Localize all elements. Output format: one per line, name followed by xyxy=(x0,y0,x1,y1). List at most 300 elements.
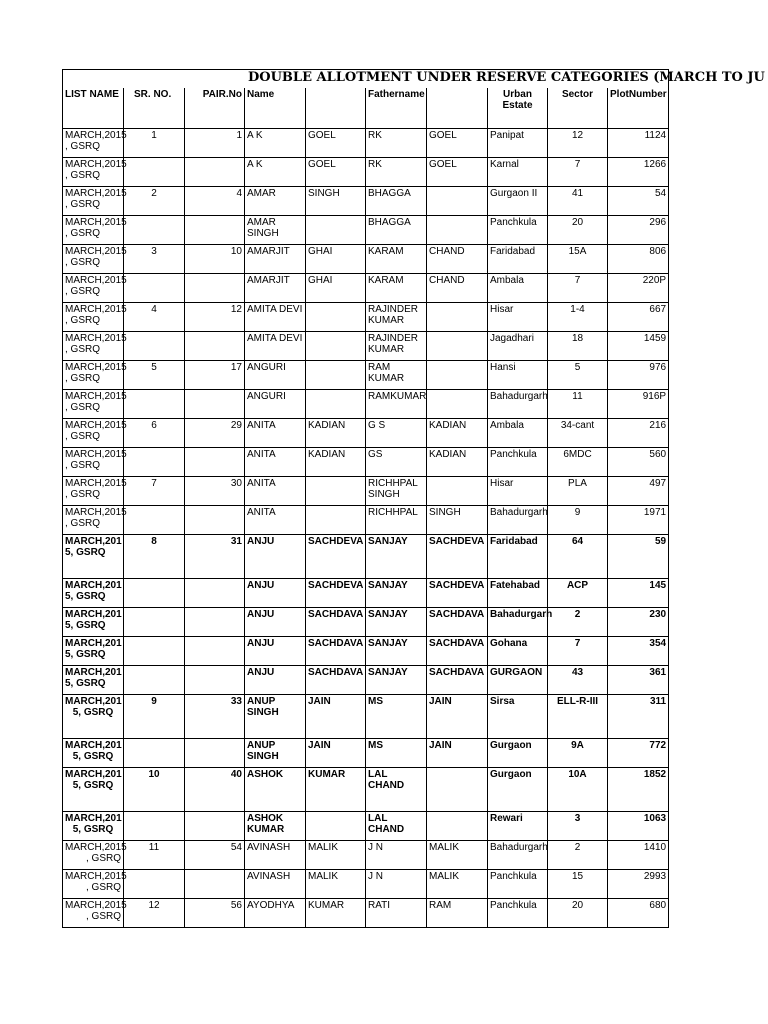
cell-surname: KADIAN xyxy=(306,448,366,477)
cell-name: ANGURI xyxy=(245,361,306,390)
table-row xyxy=(63,448,669,477)
cell-sector: 41 xyxy=(548,187,608,216)
cell-fathername: LAL CHAND xyxy=(366,768,427,812)
cell-surname: GOEL xyxy=(306,158,366,187)
cell-fathername: RAM KUMAR xyxy=(366,361,427,390)
table-row xyxy=(63,579,669,608)
cell-plot-number: 1063 xyxy=(608,812,669,841)
cell-list-name: MARCH,201 5, GSRQ xyxy=(63,812,124,841)
cell-urban-estate: Hisar xyxy=(488,477,548,506)
cell-sector: 34-cant xyxy=(548,419,608,448)
cell-sector: 11 xyxy=(548,390,608,419)
cell-surname: KUMAR xyxy=(306,768,366,812)
cell-sr-no xyxy=(124,579,185,608)
cell-surname: GHAI xyxy=(306,274,366,303)
cell-sector: ACP xyxy=(548,579,608,608)
table-row xyxy=(63,158,669,187)
cell-name: ANJU xyxy=(245,608,306,637)
cell-sr-no xyxy=(124,332,185,361)
cell-pair-no xyxy=(185,608,245,637)
cell-list-name: MARCH,2015 , GSRQ xyxy=(63,841,124,870)
cell-name: AVINASH xyxy=(245,870,306,899)
cell-father-surname xyxy=(427,390,488,419)
cell-plot-number: 354 xyxy=(608,637,669,666)
cell-pair-no: 10 xyxy=(185,245,245,274)
cell-fathername: SANJAY xyxy=(366,637,427,666)
cell-urban-estate: Rewari xyxy=(488,812,548,841)
cell-list-name: MARCH,201 5, GSRQ xyxy=(63,579,124,608)
table-row xyxy=(63,695,669,739)
cell-sector: 12 xyxy=(548,129,608,158)
cell-surname xyxy=(306,477,366,506)
cell-sr-no xyxy=(124,158,185,187)
cell-fathername: BHAGGA xyxy=(366,187,427,216)
header-name: Name xyxy=(245,88,306,129)
cell-list-name: MARCH,2015 , GSRQ xyxy=(63,477,124,506)
cell-surname: SACHDEVA xyxy=(306,579,366,608)
cell-sector: 7 xyxy=(548,274,608,303)
header-row xyxy=(63,88,669,129)
cell-name: ANUP SINGH xyxy=(245,695,306,739)
cell-father-surname xyxy=(427,187,488,216)
cell-father-surname: JAIN xyxy=(427,739,488,768)
cell-surname: GHAI xyxy=(306,245,366,274)
cell-surname: GOEL xyxy=(306,129,366,158)
cell-surname: SACHDAVA xyxy=(306,637,366,666)
cell-urban-estate: Panchkula xyxy=(488,448,548,477)
table-row xyxy=(63,216,669,245)
cell-urban-estate: Panchkula xyxy=(488,216,548,245)
cell-surname: JAIN xyxy=(306,739,366,768)
cell-urban-estate: Bahadurgarh xyxy=(488,841,548,870)
cell-surname xyxy=(306,506,366,535)
cell-surname xyxy=(306,812,366,841)
cell-list-name: MARCH,2015 , GSRQ xyxy=(63,303,124,332)
cell-fathername: RAMKUMAR xyxy=(366,390,427,419)
cell-sector: 15A xyxy=(548,245,608,274)
cell-sr-no xyxy=(124,506,185,535)
cell-sector: 2 xyxy=(548,841,608,870)
cell-plot-number: 216 xyxy=(608,419,669,448)
cell-sector: 10A xyxy=(548,768,608,812)
cell-list-name: MARCH,2015 , GSRQ xyxy=(63,332,124,361)
cell-sector: 15 xyxy=(548,870,608,899)
cell-surname: MALIK xyxy=(306,841,366,870)
cell-list-name: MARCH,201 5, GSRQ xyxy=(63,637,124,666)
table-row xyxy=(63,739,669,768)
header-fathername-blank xyxy=(427,88,488,129)
cell-sr-no xyxy=(124,448,185,477)
cell-sector: 9 xyxy=(548,506,608,535)
cell-name: ANITA xyxy=(245,506,306,535)
cell-fathername: RICHHPAL xyxy=(366,506,427,535)
cell-urban-estate: Faridabad xyxy=(488,535,548,579)
cell-pair-no: 56 xyxy=(185,899,245,928)
cell-list-name: MARCH,2015 , GSRQ xyxy=(63,187,124,216)
cell-plot-number: 560 xyxy=(608,448,669,477)
cell-pair-no xyxy=(185,579,245,608)
cell-urban-estate: Hansi xyxy=(488,361,548,390)
cell-list-name: MARCH,201 5, GSRQ xyxy=(63,739,124,768)
cell-pair-no: 54 xyxy=(185,841,245,870)
cell-sector: PLA xyxy=(548,477,608,506)
cell-pair-no xyxy=(185,332,245,361)
cell-urban-estate: Panipat xyxy=(488,129,548,158)
cell-sr-no: 10 xyxy=(124,768,185,812)
cell-pair-no: 1 xyxy=(185,129,245,158)
cell-surname: SACHDEVA xyxy=(306,535,366,579)
title-row xyxy=(63,70,669,89)
cell-plot-number: 361 xyxy=(608,666,669,695)
cell-plot-number: 1852 xyxy=(608,768,669,812)
cell-name: ANITA xyxy=(245,419,306,448)
header-name-blank xyxy=(306,88,366,129)
cell-sector: 3 xyxy=(548,812,608,841)
cell-sr-no: 2 xyxy=(124,187,185,216)
table-row xyxy=(63,361,669,390)
cell-plot-number: 667 xyxy=(608,303,669,332)
cell-list-name: MARCH,2015 , GSRQ xyxy=(63,899,124,928)
table-row xyxy=(63,390,669,419)
cell-urban-estate: Bahadurgarh xyxy=(488,506,548,535)
table-row xyxy=(63,608,669,637)
header-sr-no: SR. NO. xyxy=(124,88,185,129)
cell-list-name: MARCH,2015 , GSRQ xyxy=(63,390,124,419)
cell-sr-no: 9 xyxy=(124,695,185,739)
cell-pair-no xyxy=(185,812,245,841)
cell-sector: 7 xyxy=(548,637,608,666)
cell-fathername: SANJAY xyxy=(366,579,427,608)
cell-sr-no: 1 xyxy=(124,129,185,158)
table-row xyxy=(63,812,669,841)
cell-name: A K xyxy=(245,158,306,187)
cell-name: AMITA DEVI xyxy=(245,332,306,361)
cell-sector: 6MDC xyxy=(548,448,608,477)
cell-fathername: RAJINDER KUMAR xyxy=(366,303,427,332)
cell-urban-estate: Ambala xyxy=(488,274,548,303)
cell-name: AMAR xyxy=(245,187,306,216)
cell-fathername: GS xyxy=(366,448,427,477)
cell-pair-no xyxy=(185,158,245,187)
cell-name: AMAR SINGH xyxy=(245,216,306,245)
cell-list-name: MARCH,201 5, GSRQ xyxy=(63,768,124,812)
header-plot-number: PlotNumber xyxy=(608,88,669,129)
cell-sr-no xyxy=(124,739,185,768)
cell-pair-no xyxy=(185,216,245,245)
cell-fathername: RICHHPAL SINGH xyxy=(366,477,427,506)
cell-plot-number: 230 xyxy=(608,608,669,637)
cell-fathername: SANJAY xyxy=(366,535,427,579)
cell-urban-estate: Fatehabad xyxy=(488,579,548,608)
cell-surname xyxy=(306,361,366,390)
cell-surname: SACHDAVA xyxy=(306,666,366,695)
cell-sr-no xyxy=(124,608,185,637)
cell-sector: 43 xyxy=(548,666,608,695)
cell-name: AYODHYA xyxy=(245,899,306,928)
cell-surname: SINGH xyxy=(306,187,366,216)
cell-fathername: RK xyxy=(366,158,427,187)
cell-fathername: KARAM xyxy=(366,245,427,274)
cell-name: ANUP SINGH xyxy=(245,739,306,768)
cell-plot-number: 2993 xyxy=(608,870,669,899)
table-row xyxy=(63,506,669,535)
cell-father-surname: CHAND xyxy=(427,245,488,274)
cell-plot-number: 54 xyxy=(608,187,669,216)
table-row xyxy=(63,129,669,158)
cell-sr-no: 8 xyxy=(124,535,185,579)
cell-urban-estate: Gohana xyxy=(488,637,548,666)
cell-name: ANJU xyxy=(245,666,306,695)
cell-name: ASHOK KUMAR xyxy=(245,812,306,841)
cell-father-surname: CHAND xyxy=(427,274,488,303)
cell-urban-estate: Panchkula xyxy=(488,870,548,899)
table-row xyxy=(63,303,669,332)
table-row xyxy=(63,245,669,274)
table-row xyxy=(63,419,669,448)
cell-plot-number: 311 xyxy=(608,695,669,739)
cell-sector: 64 xyxy=(548,535,608,579)
table-row xyxy=(63,274,669,303)
cell-father-surname: JAIN xyxy=(427,695,488,739)
cell-fathername: MS xyxy=(366,739,427,768)
cell-urban-estate: Gurgaon xyxy=(488,768,548,812)
cell-list-name: MARCH,2015 , GSRQ xyxy=(63,506,124,535)
cell-pair-no: 33 xyxy=(185,695,245,739)
cell-surname xyxy=(306,390,366,419)
cell-urban-estate: Gurgaon II xyxy=(488,187,548,216)
cell-fathername: KARAM xyxy=(366,274,427,303)
cell-urban-estate: Gurgaon xyxy=(488,739,548,768)
cell-urban-estate: Sirsa xyxy=(488,695,548,739)
cell-surname: KUMAR xyxy=(306,899,366,928)
cell-list-name: MARCH,2015 , GSRQ xyxy=(63,158,124,187)
cell-list-name: MARCH,2015 , GSRQ xyxy=(63,274,124,303)
cell-fathername: SANJAY xyxy=(366,666,427,695)
cell-plot-number: 916P xyxy=(608,390,669,419)
cell-name: AMARJIT xyxy=(245,245,306,274)
cell-surname: KADIAN xyxy=(306,419,366,448)
cell-urban-estate: Karnal xyxy=(488,158,548,187)
allotment-sheet xyxy=(62,69,765,928)
cell-father-surname: SACHDEVA xyxy=(427,535,488,579)
cell-father-surname: SACHDEVA xyxy=(427,579,488,608)
cell-surname xyxy=(306,332,366,361)
cell-surname xyxy=(306,303,366,332)
header-sector: Sector xyxy=(548,88,608,129)
cell-list-name: MARCH,201 5, GSRQ xyxy=(63,535,124,579)
cell-father-surname xyxy=(427,332,488,361)
cell-pair-no: 40 xyxy=(185,768,245,812)
cell-sector: 7 xyxy=(548,158,608,187)
table-row xyxy=(63,666,669,695)
header-fathername: Fathername xyxy=(366,88,427,129)
cell-fathername: G S xyxy=(366,419,427,448)
cell-fathername: LAL CHAND xyxy=(366,812,427,841)
cell-fathername: RAJINDER KUMAR xyxy=(366,332,427,361)
table-row xyxy=(63,535,669,579)
cell-plot-number: 1410 xyxy=(608,841,669,870)
cell-father-surname xyxy=(427,361,488,390)
cell-plot-number: 145 xyxy=(608,579,669,608)
table-row xyxy=(63,187,669,216)
cell-fathername: MS xyxy=(366,695,427,739)
cell-pair-no: 29 xyxy=(185,419,245,448)
cell-sector: 5 xyxy=(548,361,608,390)
cell-father-surname: MALIK xyxy=(427,870,488,899)
table-row xyxy=(63,841,669,870)
cell-plot-number: 772 xyxy=(608,739,669,768)
cell-pair-no: 30 xyxy=(185,477,245,506)
cell-urban-estate: Hisar xyxy=(488,303,548,332)
cell-list-name: MARCH,201 5, GSRQ xyxy=(63,695,124,739)
cell-pair-no: 4 xyxy=(185,187,245,216)
cell-list-name: MARCH,201 5, GSRQ xyxy=(63,666,124,695)
cell-name: A K xyxy=(245,129,306,158)
cell-father-surname: KADIAN xyxy=(427,419,488,448)
header-urban-estate: Urban Estate xyxy=(488,88,548,129)
cell-plot-number: 680 xyxy=(608,899,669,928)
cell-plot-number: 59 xyxy=(608,535,669,579)
cell-urban-estate: Bahadurgarh xyxy=(488,608,548,637)
cell-sr-no: 11 xyxy=(124,841,185,870)
cell-plot-number: 220P xyxy=(608,274,669,303)
cell-name: ANITA xyxy=(245,477,306,506)
cell-pair-no xyxy=(185,390,245,419)
cell-plot-number: 976 xyxy=(608,361,669,390)
cell-fathername: RK xyxy=(366,129,427,158)
cell-urban-estate: GURGAON xyxy=(488,666,548,695)
cell-father-surname: KADIAN xyxy=(427,448,488,477)
cell-pair-no xyxy=(185,870,245,899)
cell-urban-estate: Faridabad xyxy=(488,245,548,274)
cell-sr-no xyxy=(124,666,185,695)
cell-sector: 20 xyxy=(548,899,608,928)
cell-plot-number: 806 xyxy=(608,245,669,274)
cell-plot-number: 1124 xyxy=(608,129,669,158)
cell-sector: 18 xyxy=(548,332,608,361)
cell-name: ANGURI xyxy=(245,390,306,419)
cell-pair-no: 31 xyxy=(185,535,245,579)
cell-name: ANJU xyxy=(245,637,306,666)
cell-name: AVINASH xyxy=(245,841,306,870)
table-row xyxy=(63,899,669,928)
cell-sector: 20 xyxy=(548,216,608,245)
cell-sr-no xyxy=(124,216,185,245)
cell-sector: 9A xyxy=(548,739,608,768)
cell-surname: JAIN xyxy=(306,695,366,739)
cell-father-surname: RAM xyxy=(427,899,488,928)
cell-pair-no xyxy=(185,666,245,695)
cell-pair-no xyxy=(185,506,245,535)
cell-sr-no xyxy=(124,812,185,841)
cell-list-name: MARCH,2015 , GSRQ xyxy=(63,245,124,274)
allotment-table xyxy=(62,69,765,928)
cell-list-name: MARCH,2015 , GSRQ xyxy=(63,129,124,158)
cell-plot-number: 497 xyxy=(608,477,669,506)
cell-sr-no: 5 xyxy=(124,361,185,390)
cell-father-surname xyxy=(427,216,488,245)
cell-plot-number: 296 xyxy=(608,216,669,245)
cell-urban-estate: Ambala xyxy=(488,419,548,448)
cell-pair-no xyxy=(185,739,245,768)
cell-father-surname xyxy=(427,768,488,812)
cell-fathername: RATI xyxy=(366,899,427,928)
cell-surname: SACHDAVA xyxy=(306,608,366,637)
cell-plot-number: 1459 xyxy=(608,332,669,361)
cell-name: ANJU xyxy=(245,579,306,608)
cell-sr-no: 7 xyxy=(124,477,185,506)
cell-list-name: MARCH,2015 , GSRQ xyxy=(63,448,124,477)
cell-father-surname: SACHDAVA xyxy=(427,637,488,666)
cell-father-surname xyxy=(427,477,488,506)
cell-name: AMITA DEVI xyxy=(245,303,306,332)
cell-father-surname: GOEL xyxy=(427,129,488,158)
cell-name: ANJU xyxy=(245,535,306,579)
cell-list-name: MARCH,201 5, GSRQ xyxy=(63,608,124,637)
cell-surname: MALIK xyxy=(306,870,366,899)
header-list-name: LIST NAME xyxy=(63,88,124,129)
cell-pair-no xyxy=(185,274,245,303)
cell-sr-no: 12 xyxy=(124,899,185,928)
cell-sr-no: 6 xyxy=(124,419,185,448)
cell-name: ASHOK xyxy=(245,768,306,812)
table-row xyxy=(63,332,669,361)
cell-father-surname xyxy=(427,812,488,841)
cell-fathername: J N xyxy=(366,841,427,870)
cell-sector: ELL-R-III xyxy=(548,695,608,739)
cell-fathername: J N xyxy=(366,870,427,899)
cell-pair-no: 17 xyxy=(185,361,245,390)
cell-sr-no xyxy=(124,637,185,666)
table-row xyxy=(63,768,669,812)
cell-sr-no xyxy=(124,390,185,419)
cell-sr-no xyxy=(124,870,185,899)
cell-urban-estate: Panchkula xyxy=(488,899,548,928)
cell-plot-number: 1266 xyxy=(608,158,669,187)
header-pair-no: PAIR.No xyxy=(185,88,245,129)
table-row xyxy=(63,637,669,666)
cell-sector: 2 xyxy=(548,608,608,637)
cell-list-name: MARCH,2015 , GSRQ xyxy=(63,216,124,245)
cell-father-surname xyxy=(427,303,488,332)
cell-urban-estate: Jagadhari xyxy=(488,332,548,361)
cell-list-name: MARCH,2015 , GSRQ xyxy=(63,419,124,448)
cell-father-surname: MALIK xyxy=(427,841,488,870)
cell-fathername: SANJAY xyxy=(366,608,427,637)
cell-list-name: MARCH,2015 , GSRQ xyxy=(63,361,124,390)
cell-sr-no xyxy=(124,274,185,303)
cell-urban-estate: Bahadurgarh xyxy=(488,390,548,419)
cell-plot-number: 1971 xyxy=(608,506,669,535)
cell-pair-no: 12 xyxy=(185,303,245,332)
cell-pair-no xyxy=(185,448,245,477)
cell-father-surname: SACHDAVA xyxy=(427,666,488,695)
cell-name: AMARJIT xyxy=(245,274,306,303)
cell-list-name: MARCH,2015 , GSRQ xyxy=(63,870,124,899)
table-row xyxy=(63,477,669,506)
cell-surname xyxy=(306,216,366,245)
cell-father-surname: SINGH xyxy=(427,506,488,535)
cell-father-surname: SACHDAVA xyxy=(427,608,488,637)
table-row xyxy=(63,870,669,899)
cell-pair-no xyxy=(185,637,245,666)
cell-fathername: BHAGGA xyxy=(366,216,427,245)
cell-sr-no: 4 xyxy=(124,303,185,332)
cell-name: ANITA xyxy=(245,448,306,477)
sheet-title: DOUBLE ALLOTMENT UNDER RESERVE CATEGORIES (MARCH TO JU xyxy=(63,70,669,89)
cell-father-surname: GOEL xyxy=(427,158,488,187)
cell-sr-no: 3 xyxy=(124,245,185,274)
